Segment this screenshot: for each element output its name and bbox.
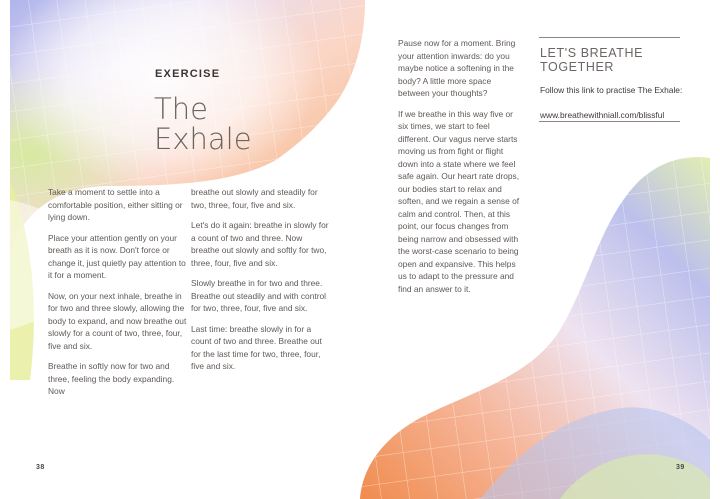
sidebar-heading: LET'S BREATHE TOGETHER xyxy=(540,46,644,74)
paragraph: Last time: breathe slowly in for a count of two and three. Breathe out for the last time for two, three, four, five and six. xyxy=(191,323,322,371)
body-column-3 xyxy=(398,37,523,303)
paragraph: Breathe in softly now for two and three, feeling the body expanding. Now xyxy=(48,361,175,396)
sidebar-link[interactable]: www.breathewithniall.com/blissful xyxy=(540,110,665,120)
paragraph: Take a moment to settle into a comfortable position, either sitting or lying down. xyxy=(48,187,183,222)
paragraph: Let's do it again: breathe in slowly for a count of two and three. Now breathe out slowly and softly for two, three, four, five and six. xyxy=(191,220,329,268)
page-number-left: 38 xyxy=(36,464,45,471)
paragraph: Pause now for a moment. Bring your attention inwards: do you maybe notice a softening in the body? A little more space between your thoughts? xyxy=(398,38,516,98)
paragraph: Slowly breathe in for two and three. Breathe out steadily and with control for two, three, four, five and six. xyxy=(191,278,327,313)
body-column-2 xyxy=(191,186,331,381)
paragraph: breathe out slowly and steadily for two, three, four, five and six. xyxy=(191,187,318,210)
sidebar-text: Follow this link to practise The Exhale: xyxy=(540,85,683,95)
body-column-1 xyxy=(48,186,188,406)
section-kicker: EXERCISE xyxy=(155,68,221,80)
page-number-right: 39 xyxy=(676,464,685,471)
paragraph: Place your attention gently on your breath as it is now. Don't force or change it, just quietly pay attention to it for a moment. xyxy=(48,232,186,280)
sidebar-divider-top xyxy=(539,37,680,38)
sidebar-divider-bottom xyxy=(539,121,680,122)
paragraph: Now, on your next inhale, breathe in for two and three slowly, allowing the body to expand, and now breathe out slowly for a count of two, three, four, five and six. xyxy=(48,290,187,351)
article-title: The Exhale xyxy=(154,92,252,156)
paragraph: If we breathe in this way five or six times, we start to feel different. Our vagus nerve starts moving us from fight or flight down into a state where we feel safe again. Our heart rate drops, our bodies start to relax and soften, and we regain a sense of calm and control. Then, at this point, our focus changes from being narrow and obsessed with the worst-case scenario to being open and expansive. This helps us to adapt to the pressure and find an answer to it. xyxy=(398,108,520,294)
